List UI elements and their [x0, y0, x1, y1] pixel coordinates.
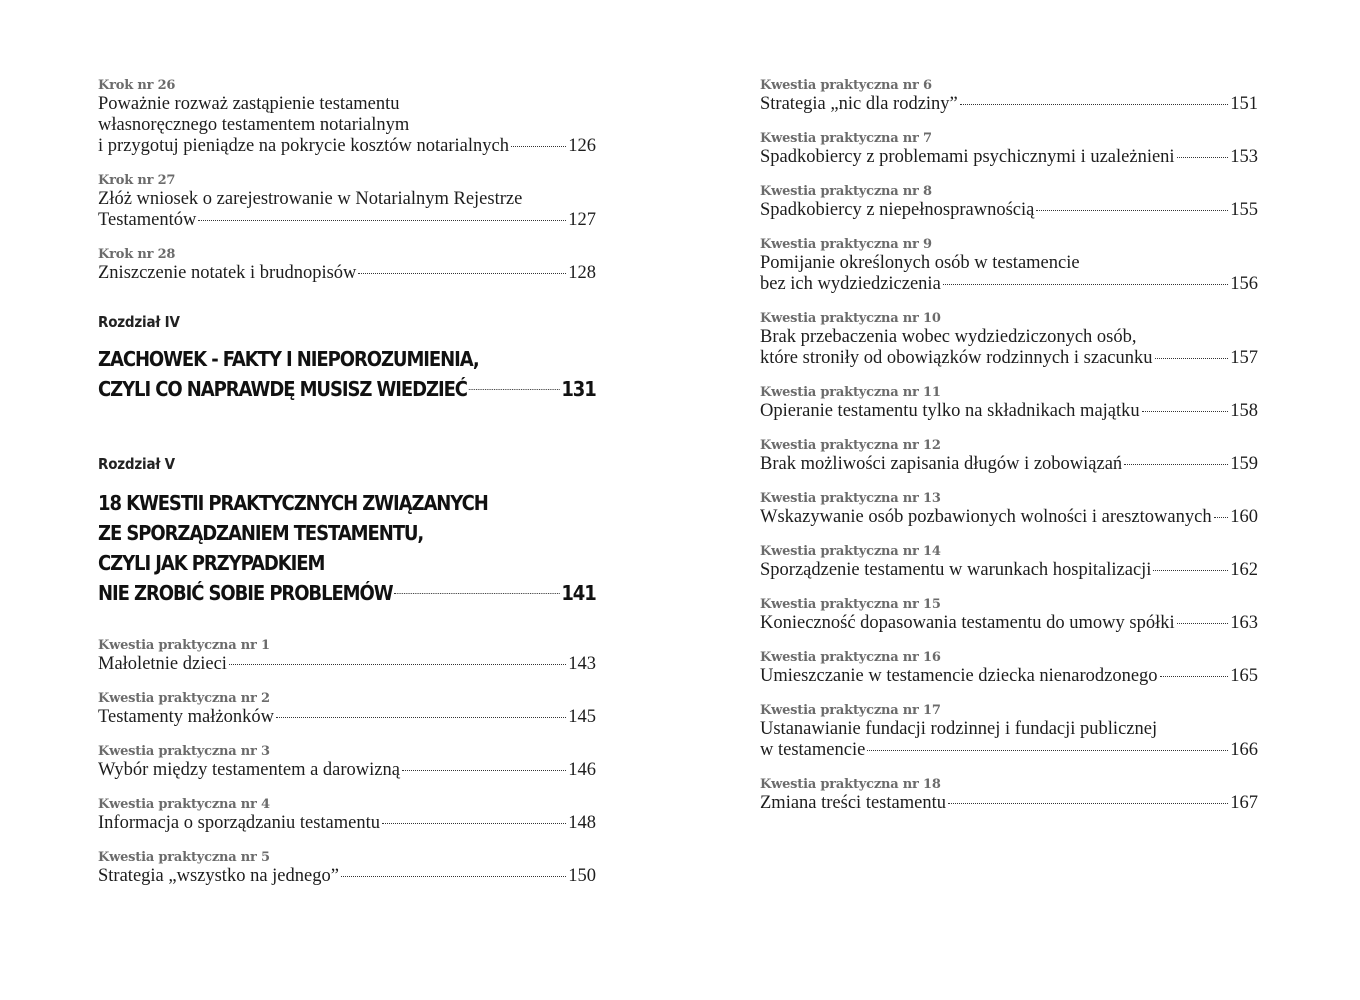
- dot-leader: [1160, 676, 1229, 677]
- entry-title-text: ZACHOWEK - FAKTY I NIEPOROZUMIENIA,: [98, 347, 479, 371]
- toc-entry[interactable]: [98, 797, 596, 834]
- entry-title-line: [760, 560, 1258, 581]
- entry-title-text: Poważnie rozważ zastąpienie testamentu: [98, 94, 400, 114]
- page-number: 126: [568, 136, 596, 156]
- chapter-title-line: [98, 548, 596, 578]
- chapter-label: Rozdział V: [98, 455, 175, 473]
- entry-title-text: Wskazywanie osób pozbawionych wolności i aresztowanych: [760, 507, 1212, 527]
- entry-title-text: Pomijanie określonych osób w testamencie: [760, 253, 1080, 273]
- toc-entry[interactable]: [760, 703, 1258, 761]
- toc-entry[interactable]: [98, 247, 596, 284]
- entry-title-text: NIE ZROBIĆ SOBIE PROBLEMÓW: [98, 581, 393, 605]
- toc-left-column: [98, 78, 596, 903]
- dot-leader: [341, 876, 566, 877]
- entry-label: Kwestia praktyczna nr 4: [98, 797, 270, 812]
- entry-title-text: CZYLI CO NAPRAWDĘ MUSISZ WIEDZIEĆ: [98, 377, 467, 401]
- dot-leader: [867, 750, 1228, 751]
- page-number: 143: [568, 654, 596, 674]
- chapter-title-line: [98, 518, 596, 548]
- entry-title-text: bez ich wydziedziczenia: [760, 274, 941, 294]
- dot-leader: [469, 389, 560, 390]
- entry-title-line: [98, 866, 596, 887]
- page-number: 165: [1230, 666, 1258, 686]
- toc-entry[interactable]: [98, 78, 596, 157]
- entry-title-text: które stroniły od obowiązków rodzinnych i szacunku: [760, 348, 1153, 368]
- toc-entry[interactable]: [760, 78, 1258, 115]
- entry-title-text: Testamentów: [98, 210, 197, 230]
- entry-title-line: [98, 94, 596, 115]
- entry-title-line: [98, 707, 596, 728]
- entry-title-text: Informacja o sporządzaniu testamentu: [98, 813, 381, 833]
- toc-entry[interactable]: [98, 173, 596, 231]
- entry-title-text: CZYLI JAK PRZYPADKIEM: [98, 551, 325, 575]
- dot-leader: [960, 104, 1228, 105]
- chapter-title[interactable]: [98, 344, 596, 404]
- page-number: 159: [1230, 454, 1258, 474]
- entry-label: Kwestia praktyczna nr 15: [760, 597, 941, 612]
- dot-leader: [1177, 623, 1229, 624]
- entry-title-line: [98, 813, 596, 834]
- toc-entry[interactable]: [98, 744, 596, 781]
- entry-title-text: Brak przebaczenia wobec wydziedziczonych osób,: [760, 327, 1137, 347]
- dot-leader: [511, 146, 566, 147]
- toc-right-column: [760, 78, 1258, 830]
- entry-title-text: Zniszczenie notatek i brudnopisów: [98, 263, 357, 283]
- page-number: 127: [568, 210, 596, 230]
- entry-title-line: [98, 136, 596, 157]
- entry-title-text: Sporządzenie testamentu w warunkach hospitalizacji: [760, 560, 1152, 580]
- toc-entry[interactable]: [760, 131, 1258, 168]
- entry-title-text: Konieczność dopasowania testamentu do umowy spółki: [760, 613, 1175, 633]
- toc-entry[interactable]: [760, 237, 1258, 295]
- entry-title-line: [760, 147, 1258, 168]
- chapter-title-line: [98, 488, 596, 518]
- entry-label: Kwestia praktyczna nr 12: [760, 438, 941, 453]
- entry-title-text: Złóż wniosek o zarejestrowanie w Notarialnym Rejestrze: [98, 189, 523, 209]
- toc-entry[interactable]: [98, 638, 596, 675]
- dot-leader: [948, 803, 1228, 804]
- entry-title-text: ZE SPORZĄDZANIEM TESTAMENTU,: [98, 521, 424, 545]
- entry-label: Kwestia praktyczna nr 5: [98, 850, 270, 865]
- entry-title-line: [98, 210, 596, 231]
- chapter-5: [98, 454, 596, 608]
- entry-label: Krok nr 26: [98, 78, 176, 93]
- toc-entry[interactable]: [98, 691, 596, 728]
- entry-title-line: [760, 507, 1258, 528]
- entry-title-text: Opieranie testamentu tylko na składnikach majątku: [760, 401, 1140, 421]
- dot-leader: [394, 593, 559, 594]
- entry-title-line: [760, 200, 1258, 221]
- dot-leader: [1036, 210, 1228, 211]
- page-number: 148: [568, 813, 596, 833]
- toc-issues-left: [98, 638, 596, 887]
- toc-entry[interactable]: [760, 184, 1258, 221]
- entry-title-text: Brak możliwości zapisania długów i zobowiązań: [760, 454, 1123, 474]
- entry-title-line: [760, 740, 1258, 761]
- entry-label: Kwestia praktyczna nr 3: [98, 744, 270, 759]
- page-number: 151: [1230, 94, 1258, 114]
- entry-title-text: Wybór między testamentem a darowizną: [98, 760, 400, 780]
- entry-title-line: [760, 719, 1258, 740]
- toc-entry[interactable]: [760, 777, 1258, 814]
- entry-title-text: Strategia „wszystko na jednego”: [98, 866, 339, 886]
- chapter-title-line: [98, 578, 596, 608]
- entry-label: Kwestia praktyczna nr 1: [98, 638, 270, 653]
- entry-title-text: Umieszczanie w testamencie dziecka nienarodzonego: [760, 666, 1158, 686]
- entry-label: Kwestia praktyczna nr 18: [760, 777, 941, 792]
- page-number: 156: [1230, 274, 1258, 294]
- entry-label: Kwestia praktyczna nr 7: [760, 131, 932, 146]
- dot-leader: [943, 284, 1228, 285]
- dot-leader: [1214, 517, 1229, 518]
- entry-label: Kwestia praktyczna nr 9: [760, 237, 932, 252]
- entry-title-text: Spadkobiercy z niepełnosprawnością: [760, 200, 1035, 220]
- entry-label: Kwestia praktyczna nr 8: [760, 184, 932, 199]
- page-number: 166: [1230, 740, 1258, 760]
- entry-label: Kwestia praktyczna nr 11: [760, 385, 941, 400]
- page-number: 150: [568, 866, 596, 886]
- chapter-title-line: [98, 374, 596, 404]
- toc-entry[interactable]: [760, 650, 1258, 687]
- entry-label: Kwestia praktyczna nr 14: [760, 544, 941, 559]
- toc-steps: [98, 78, 596, 284]
- dot-leader: [1155, 358, 1229, 359]
- entry-title-line: [760, 666, 1258, 687]
- entry-title-line: [760, 454, 1258, 475]
- entry-label: Krok nr 28: [98, 247, 176, 262]
- dot-leader: [1142, 411, 1229, 412]
- page-number: 155: [1230, 200, 1258, 220]
- dot-leader: [358, 273, 566, 274]
- toc-entry[interactable]: [760, 491, 1258, 528]
- dot-leader: [382, 823, 566, 824]
- entry-title-line: [760, 793, 1258, 814]
- page-number: 153: [1230, 147, 1258, 167]
- page-number: 163: [1230, 613, 1258, 633]
- toc-entry[interactable]: [760, 438, 1258, 475]
- entry-title-line: [98, 760, 596, 781]
- toc-entry[interactable]: [98, 850, 596, 887]
- entry-title-line: [760, 613, 1258, 634]
- page-number: 160: [1230, 507, 1258, 527]
- toc-entry[interactable]: [760, 385, 1258, 422]
- page-number: 167: [1230, 793, 1258, 813]
- entry-label: Kwestia praktyczna nr 13: [760, 491, 941, 506]
- entry-title-line: [760, 253, 1258, 274]
- entry-title-line: [760, 401, 1258, 422]
- entry-title-text: 18 KWESTII PRAKTYCZNYCH ZWIĄZANYCH: [98, 491, 488, 515]
- page-number: 128: [568, 263, 596, 283]
- dot-leader: [1177, 157, 1229, 158]
- entry-title-line: [98, 189, 596, 210]
- dot-leader: [1153, 570, 1228, 571]
- chapter-title[interactable]: [98, 488, 596, 608]
- entry-label: Kwestia praktyczna nr 2: [98, 691, 270, 706]
- entry-title-line: [760, 348, 1258, 369]
- entry-label: Kwestia praktyczna nr 10: [760, 311, 941, 326]
- entry-title-line: [760, 327, 1258, 348]
- entry-label: Krok nr 27: [98, 173, 176, 188]
- entry-title-line: [98, 654, 596, 675]
- dot-leader: [229, 664, 566, 665]
- entry-label: Kwestia praktyczna nr 16: [760, 650, 941, 665]
- entry-title-text: własnoręcznego testamentem notarialnym: [98, 115, 410, 135]
- page-number: 158: [1230, 401, 1258, 421]
- entry-title-text: w testamencie: [760, 740, 866, 760]
- toc-entry[interactable]: [760, 544, 1258, 581]
- entry-title-text: Strategia „nic dla rodziny”: [760, 94, 958, 114]
- entry-title-line: [760, 94, 1258, 115]
- dot-leader: [276, 717, 566, 718]
- entry-title-text: Małoletnie dzieci: [98, 654, 227, 674]
- chapter-title-line: [98, 344, 596, 374]
- page-number: 145: [568, 707, 596, 727]
- dot-leader: [198, 220, 566, 221]
- dot-leader: [402, 770, 566, 771]
- entry-title-text: Spadkobiercy z problemami psychicznymi i uzależnieni: [760, 147, 1175, 167]
- entry-title-line: [98, 263, 596, 284]
- page-number: 131: [561, 377, 596, 401]
- entry-title-text: i przygotuj pieniądze na pokrycie kosztów notarialnych: [98, 136, 509, 156]
- page-number: 157: [1230, 348, 1258, 368]
- entry-title-text: Zmiana treści testamentu: [760, 793, 946, 813]
- page-number: 146: [568, 760, 596, 780]
- page-number: 162: [1230, 560, 1258, 580]
- toc-entry[interactable]: [760, 311, 1258, 369]
- toc-issues-right: [760, 78, 1258, 814]
- entry-title-line: [760, 274, 1258, 295]
- entry-title-text: Testamenty małżonków: [98, 707, 274, 727]
- entry-label: Kwestia praktyczna nr 6: [760, 78, 932, 93]
- dot-leader: [1124, 464, 1228, 465]
- chapter-label: Rozdział IV: [98, 313, 180, 331]
- entry-title-text: Ustanawianie fundacji rodzinnej i fundacji publicznej: [760, 719, 1158, 739]
- page-number: 141: [561, 581, 596, 605]
- chapter-4: [98, 312, 596, 404]
- toc-entry[interactable]: [760, 597, 1258, 634]
- entry-title-line: [98, 115, 596, 136]
- entry-label: Kwestia praktyczna nr 17: [760, 703, 941, 718]
